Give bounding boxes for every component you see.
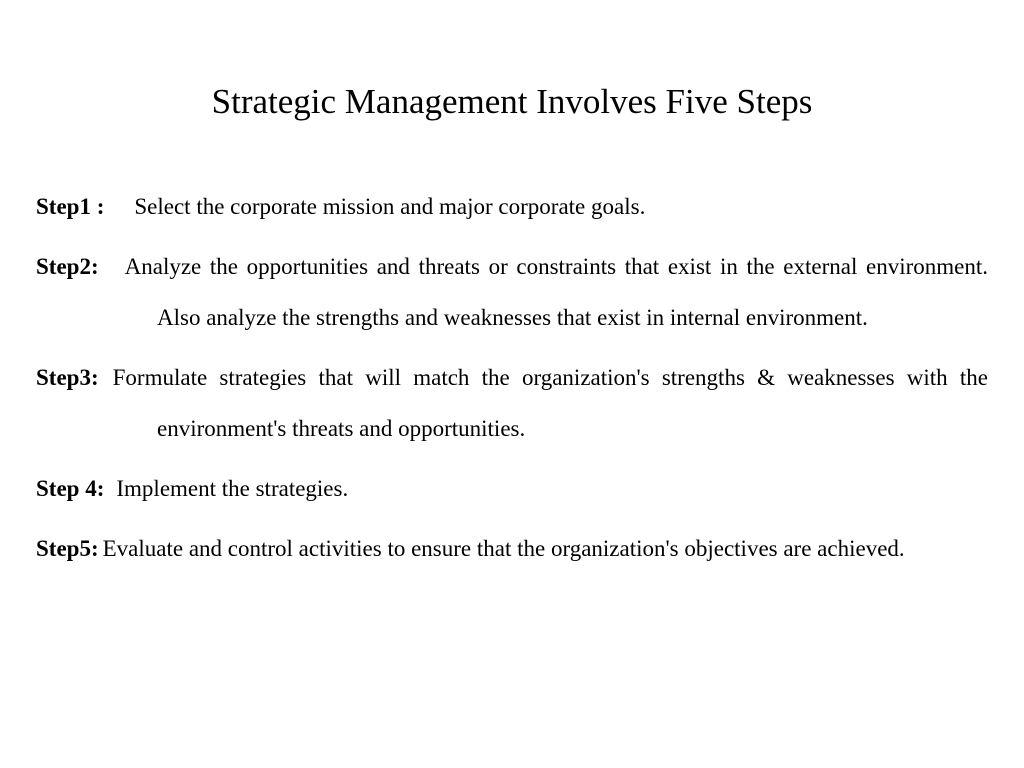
step-text: Implement the strategies.: [116, 476, 349, 501]
step-item: [36, 181, 988, 232]
steps-list: [36, 181, 988, 583]
step-text: Analyze the opportunities and threats or constraints that exist in the external environment. Also analyze the strengths and weaknesses that exist in internal environment.: [124, 254, 988, 330]
step-text: Formulate strategies that will match the organization's strengths & weaknesses with the environment's threats and opportunities.: [112, 365, 988, 441]
step-label: Step2:: [36, 254, 99, 279]
step-label: Step3:: [36, 365, 99, 390]
step-item: [36, 463, 988, 514]
step-text: Select the corporate mission and major corporate goals.: [134, 194, 646, 219]
step-label: Step 4:: [36, 476, 105, 501]
slide-title: Strategic Management Involves Five Steps: [211, 82, 813, 121]
step-item: [36, 241, 988, 343]
step-text: Evaluate and control activities to ensure that the organization's objectives are achieved.: [102, 536, 905, 561]
step-label: Step5:: [36, 536, 99, 561]
step-label: Step1 :: [36, 194, 105, 219]
step-item: [36, 523, 988, 574]
step-item: [36, 352, 988, 454]
